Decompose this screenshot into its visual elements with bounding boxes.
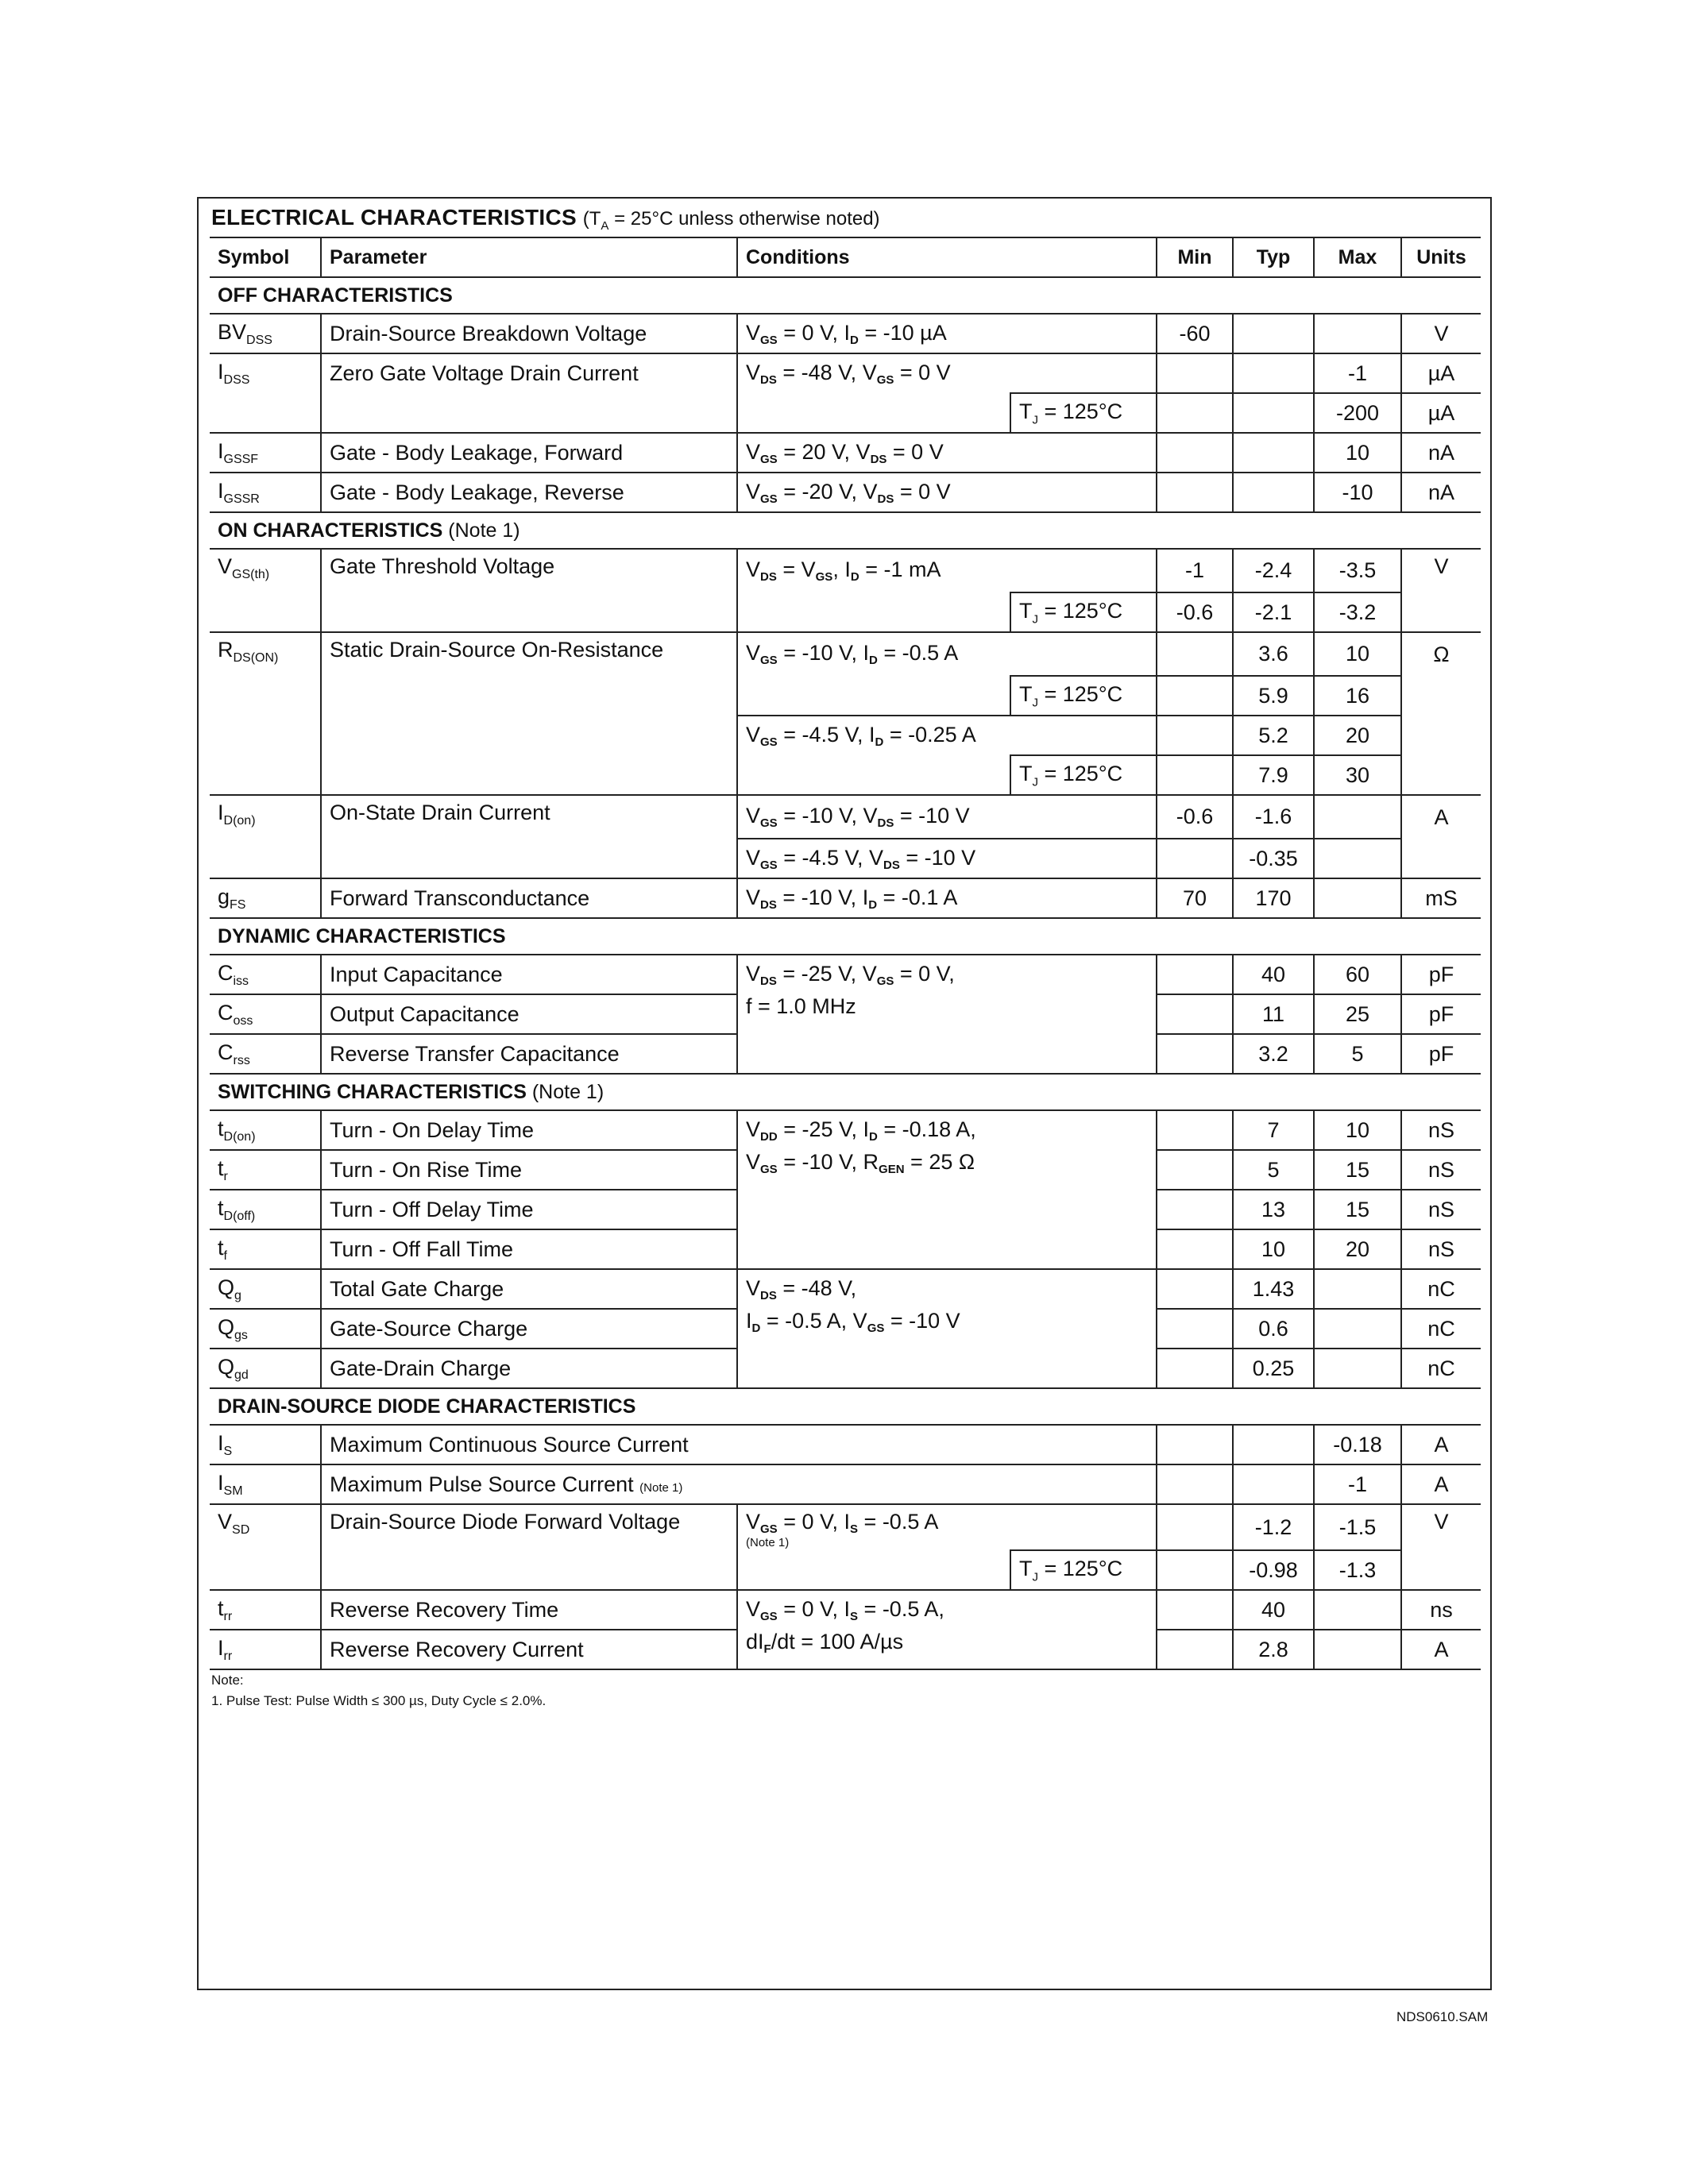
- max-cell: [1314, 1630, 1401, 1669]
- unit-cell: mS: [1401, 878, 1481, 918]
- min-cell: [1157, 1229, 1233, 1269]
- unit-cell: [1401, 676, 1481, 716]
- max-cell: [1314, 1309, 1401, 1349]
- tj-condition: $T_J = 125^\circ C$: [1010, 393, 1157, 433]
- typ-cell: [1233, 473, 1314, 512]
- max-cell: [1314, 795, 1401, 839]
- typ-cell: [1233, 353, 1314, 393]
- max-cell: -0.18: [1314, 1425, 1401, 1464]
- section-switching: [210, 1074, 1481, 1110]
- unit-cell: A: [1401, 1425, 1481, 1464]
- parameter-cell: Maximum Continuous Source Current: [321, 1425, 1157, 1464]
- typ-cell: 5.9: [1233, 676, 1314, 716]
- min-cell: [1157, 473, 1233, 512]
- min-cell: [1157, 632, 1233, 676]
- parameter-cell: Zero Gate Voltage Drain Current: [321, 353, 737, 393]
- symbol-cell: $I_{GSSF}$: [210, 433, 321, 473]
- header-units: Units: [1401, 237, 1481, 277]
- typ-cell: 1.43: [1233, 1269, 1314, 1309]
- header-typ: Typ: [1233, 237, 1314, 277]
- min-cell: [1157, 1150, 1233, 1190]
- condition-cell: $V_{GS} = 0$ V, $I_S = -0.5$ A (Note 1): [737, 1504, 1157, 1550]
- document-code: NDS0610.SAM: [1396, 2009, 1489, 2024]
- condition-cell: [737, 1229, 1157, 1269]
- condition-cell: $V_{DS} = -10$ V, $I_D = -0.1$ A: [737, 878, 1157, 918]
- condition-cell: $dI_F/dt = 100$ A/µs: [737, 1630, 1157, 1669]
- section-title: DRAIN-SOURCE DIODE CHARACTERISTICS: [210, 1388, 1481, 1425]
- unit-cell: V: [1401, 314, 1481, 353]
- unit-cell: [1401, 755, 1481, 795]
- min-cell: 70: [1157, 878, 1233, 918]
- condition-cell: $V_{GS} = -4.5$ V, $V_{DS} = -10$ V: [737, 839, 1157, 878]
- symbol-cell: $R_{DS(ON)}$: [210, 632, 321, 676]
- table-row: [210, 314, 1481, 353]
- parameter-cell: Drain-Source Breakdown Voltage: [321, 314, 737, 353]
- max-cell: 20: [1314, 716, 1401, 755]
- typ-cell: 10: [1233, 1229, 1314, 1269]
- min-cell: [1157, 676, 1233, 716]
- condition-cell: [737, 592, 1010, 632]
- typ-cell: 3.2: [1233, 1034, 1314, 1074]
- symbol-cell: $I_{rr}$: [210, 1630, 321, 1669]
- max-cell: -10: [1314, 473, 1401, 512]
- unit-cell: nS: [1401, 1190, 1481, 1229]
- parameter-cell: Reverse Recovery Time: [321, 1590, 737, 1630]
- min-cell: [1157, 393, 1233, 433]
- table-row: [210, 878, 1481, 918]
- condition-cell: [737, 1034, 1157, 1074]
- symbol-cell: $t_{rr}$: [210, 1590, 321, 1630]
- max-cell: [1314, 839, 1401, 878]
- typ-cell: 7.9: [1233, 755, 1314, 795]
- section-dynamic: [210, 918, 1481, 955]
- condition-cell: $V_{DS} = -48$ V,: [737, 1269, 1157, 1309]
- unit-cell: A: [1401, 1464, 1481, 1504]
- condition-cell: $V_{DS} = -48$ V, $V_{GS} = 0$ V: [737, 353, 1157, 393]
- min-cell: [1157, 1464, 1233, 1504]
- unit-cell: pF: [1401, 1034, 1481, 1074]
- min-cell: [1157, 1034, 1233, 1074]
- parameter-cell: [321, 755, 737, 795]
- max-cell: [1314, 878, 1401, 918]
- parameter-cell: Gate-Source Charge: [321, 1309, 737, 1349]
- unit-cell: V: [1401, 1504, 1481, 1550]
- symbol-cell: $Q_{gd}$: [210, 1349, 321, 1388]
- symbol-cell: $t_r$: [210, 1150, 321, 1190]
- max-cell: -1: [1314, 1464, 1401, 1504]
- min-cell: [1157, 755, 1233, 795]
- symbol-cell: $I_{DSS}$: [210, 353, 321, 393]
- unit-cell: µA: [1401, 353, 1481, 393]
- typ-cell: -0.35: [1233, 839, 1314, 878]
- max-cell: -3.2: [1314, 592, 1401, 632]
- tj-condition: $T_J = 125^\circ C$: [1010, 592, 1157, 632]
- parameter-cell: Gate - Body Leakage, Reverse: [321, 473, 737, 512]
- typ-cell: 11: [1233, 994, 1314, 1034]
- condition-cell: $V_{GS} = 0$ V, $I_S = -0.5$ A,: [737, 1590, 1157, 1630]
- min-cell: [1157, 1550, 1233, 1590]
- max-cell: 10: [1314, 632, 1401, 676]
- min-cell: -0.6: [1157, 592, 1233, 632]
- unit-cell: nC: [1401, 1309, 1481, 1349]
- table-row: [210, 795, 1481, 839]
- unit-cell: [1401, 839, 1481, 878]
- unit-cell: nC: [1401, 1269, 1481, 1309]
- tj-condition: $T_J = 125^\circ C$: [1010, 1550, 1157, 1590]
- symbol-cell: [210, 592, 321, 632]
- unit-cell: ns: [1401, 1590, 1481, 1630]
- table-row: [210, 1229, 1481, 1269]
- min-cell: [1157, 1110, 1233, 1150]
- unit-cell: [1401, 716, 1481, 755]
- symbol-cell: [210, 393, 321, 433]
- condition-cell: $V_{GS} = 0$ V, $I_D = -10$ µA: [737, 314, 1157, 353]
- parameter-cell: Turn - On Rise Time: [321, 1150, 737, 1190]
- max-cell: -1.3: [1314, 1550, 1401, 1590]
- table-row: [210, 473, 1481, 512]
- symbol-cell: $C_{iss}$: [210, 955, 321, 994]
- table-row: [210, 1110, 1481, 1150]
- table-row: [210, 994, 1481, 1034]
- table-row: [210, 955, 1481, 994]
- typ-cell: 0.25: [1233, 1349, 1314, 1388]
- condition-cell: $V_{DS} = -25$ V, $V_{GS} = 0$ V,: [737, 955, 1157, 994]
- header-conditions: Conditions: [737, 237, 1157, 277]
- parameter-cell: Turn - Off Fall Time: [321, 1229, 737, 1269]
- typ-cell: 2.8: [1233, 1630, 1314, 1669]
- symbol-cell: [210, 676, 321, 716]
- min-cell: [1157, 1504, 1233, 1550]
- condition-cell: [737, 393, 1010, 433]
- condition-cell: $V_{GS} = -20$ V, $V_{DS} = 0$ V: [737, 473, 1157, 512]
- symbol-cell: $I_{GSSR}$: [210, 473, 321, 512]
- section-off: [210, 277, 1481, 314]
- table-row: [210, 1190, 1481, 1229]
- table-row: [210, 676, 1481, 716]
- min-cell: [1157, 1190, 1233, 1229]
- section-title: OFF CHARACTERISTICS: [210, 277, 1481, 314]
- unit-cell: nC: [1401, 1349, 1481, 1388]
- table-row: [210, 1349, 1481, 1388]
- condition-cell: [737, 1190, 1157, 1229]
- parameter-cell: Output Capacitance: [321, 994, 737, 1034]
- unit-cell: µA: [1401, 393, 1481, 433]
- min-cell: [1157, 1269, 1233, 1309]
- min-cell: -60: [1157, 314, 1233, 353]
- electrical-characteristics-table: [210, 237, 1481, 1670]
- section-title: DYNAMIC CHARACTERISTICS: [210, 918, 1481, 955]
- parameter-cell: [321, 676, 737, 716]
- min-cell: [1157, 1349, 1233, 1388]
- symbol-cell: [210, 755, 321, 795]
- min-cell: [1157, 716, 1233, 755]
- table-row: [210, 393, 1481, 433]
- typ-cell: -2.1: [1233, 592, 1314, 632]
- unit-cell: pF: [1401, 994, 1481, 1034]
- notes-label: Note:: [211, 1673, 244, 1688]
- parameter-cell: Reverse Transfer Capacitance: [321, 1034, 737, 1074]
- condition-cell: $V_{GS} = -4.5$ V, $I_D = -0.25$ A: [737, 716, 1157, 755]
- unit-cell: [1401, 592, 1481, 632]
- symbol-cell: $C_{rss}$: [210, 1034, 321, 1074]
- unit-cell: A: [1401, 1630, 1481, 1669]
- typ-cell: 40: [1233, 1590, 1314, 1630]
- max-cell: 10: [1314, 433, 1401, 473]
- tj-condition: $T_J = 125^\circ C$: [1010, 755, 1157, 795]
- typ-cell: 170: [1233, 878, 1314, 918]
- header-row: [210, 237, 1481, 277]
- parameter-cell: Input Capacitance: [321, 955, 737, 994]
- max-cell: 20: [1314, 1229, 1401, 1269]
- condition-cell: f = 1.0 MHz: [737, 994, 1157, 1034]
- parameter-cell: Total Gate Charge: [321, 1269, 737, 1309]
- symbol-cell: [210, 716, 321, 755]
- table-row: [210, 1504, 1481, 1550]
- table-row: [210, 755, 1481, 795]
- parameter-cell: [321, 393, 737, 433]
- symbol-cell: $t_f$: [210, 1229, 321, 1269]
- table-row: [210, 1630, 1481, 1669]
- typ-cell: [1233, 393, 1314, 433]
- typ-cell: -2.4: [1233, 549, 1314, 592]
- unit-cell: Ω: [1401, 632, 1481, 676]
- table-row: [210, 1150, 1481, 1190]
- parameter-cell: [321, 592, 737, 632]
- parameter-cell: Turn - On Delay Time: [321, 1110, 737, 1150]
- symbol-cell: $V_{SD}$: [210, 1504, 321, 1550]
- min-cell: [1157, 1425, 1233, 1464]
- typ-cell: 7: [1233, 1110, 1314, 1150]
- table-row: [210, 1309, 1481, 1349]
- tj-condition: $T_J = 125^\circ C$: [1010, 676, 1157, 716]
- max-cell: -200: [1314, 393, 1401, 433]
- table-row: [210, 632, 1481, 676]
- min-cell: [1157, 1590, 1233, 1630]
- max-cell: [1314, 314, 1401, 353]
- condition-cell: $V_{DS} = V_{GS}$, $I_D = -1$ mA: [737, 549, 1157, 592]
- max-cell: 5: [1314, 1034, 1401, 1074]
- table-row: [210, 353, 1481, 393]
- max-cell: [1314, 1269, 1401, 1309]
- table-row: [210, 433, 1481, 473]
- note-1: 1. Pulse Test: Pulse Width ≤ 300 µs, Duty Cycle ≤ 2.0%.: [211, 1693, 547, 1708]
- unit-cell: nA: [1401, 473, 1481, 512]
- symbol-cell: [210, 839, 321, 878]
- max-cell: 30: [1314, 755, 1401, 795]
- unit-cell: nS: [1401, 1150, 1481, 1190]
- table-row: [210, 549, 1481, 592]
- min-cell: [1157, 433, 1233, 473]
- typ-cell: [1233, 433, 1314, 473]
- table-row: [210, 1425, 1481, 1464]
- typ-cell: -0.98: [1233, 1550, 1314, 1590]
- max-cell: -1: [1314, 353, 1401, 393]
- parameter-cell: Reverse Recovery Current: [321, 1630, 737, 1669]
- symbol-cell: $V_{GS(th)}$: [210, 549, 321, 592]
- parameter-cell: [321, 716, 737, 755]
- parameter-cell: [321, 839, 737, 878]
- typ-cell: [1233, 314, 1314, 353]
- min-cell: [1157, 1309, 1233, 1349]
- max-cell: 15: [1314, 1150, 1401, 1190]
- symbol-cell: $Q_{gs}$: [210, 1309, 321, 1349]
- unit-cell: V: [1401, 549, 1481, 592]
- parameter-cell: [321, 1550, 737, 1590]
- condition-cell: $V_{GS} = -10$ V, $I_D = -0.5$ A: [737, 632, 1157, 676]
- table-row: [210, 592, 1481, 632]
- typ-cell: 13: [1233, 1190, 1314, 1229]
- max-cell: [1314, 1349, 1401, 1388]
- header-symbol: Symbol: [210, 237, 321, 277]
- typ-cell: -1.2: [1233, 1504, 1314, 1550]
- section-title: ON CHARACTERISTICS (Note 1): [210, 512, 1481, 549]
- parameter-cell: On-State Drain Current: [321, 795, 737, 839]
- unit-cell: A: [1401, 795, 1481, 839]
- symbol-cell: $I_S$: [210, 1425, 321, 1464]
- typ-cell: [1233, 1425, 1314, 1464]
- symbol-cell: $Q_g$: [210, 1269, 321, 1309]
- parameter-cell: Drain-Source Diode Forward Voltage: [321, 1504, 737, 1550]
- max-cell: -1.5: [1314, 1504, 1401, 1550]
- condition-cell: [737, 1550, 1010, 1590]
- max-cell: [1314, 1590, 1401, 1630]
- symbol-cell: $t_{D(on)}$: [210, 1110, 321, 1150]
- typ-cell: 40: [1233, 955, 1314, 994]
- symbol-cell: $t_{D(off)}$: [210, 1190, 321, 1229]
- parameter-cell: Maximum Pulse Source Current (Note 1): [321, 1464, 1157, 1504]
- table-row: [210, 1269, 1481, 1309]
- condition-cell: $I_D = -0.5$ A, $V_{GS} = -10$ V: [737, 1309, 1157, 1349]
- symbol-cell: $C_{oss}$: [210, 994, 321, 1034]
- parameter-cell: Gate - Body Leakage, Forward: [321, 433, 737, 473]
- unit-cell: nS: [1401, 1110, 1481, 1150]
- condition-cell: [737, 676, 1010, 716]
- table-row: [210, 1034, 1481, 1074]
- parameter-cell: Gate-Drain Charge: [321, 1349, 737, 1388]
- max-cell: 15: [1314, 1190, 1401, 1229]
- typ-cell: 5.2: [1233, 716, 1314, 755]
- table-row: [210, 716, 1481, 755]
- min-cell: [1157, 839, 1233, 878]
- typ-cell: -1.6: [1233, 795, 1314, 839]
- typ-cell: [1233, 1464, 1314, 1504]
- title-main: ELECTRICAL CHARACTERISTICS: [211, 205, 577, 230]
- symbol-cell: $I_{D(on)}$: [210, 795, 321, 839]
- condition-cell: $V_{GS} = -10$ V, $V_{DS} = -10$ V: [737, 795, 1157, 839]
- condition-cell: $V_{GS} = -10$ V, $R_{GEN} = 25$ Ω: [737, 1150, 1157, 1190]
- unit-cell: [1401, 1550, 1481, 1590]
- max-cell: 60: [1314, 955, 1401, 994]
- condition-cell: $V_{GS} = 20$ V, $V_{DS} = 0$ V: [737, 433, 1157, 473]
- max-cell: 25: [1314, 994, 1401, 1034]
- min-cell: [1157, 955, 1233, 994]
- notes: [211, 1670, 546, 1711]
- symbol-cell: $I_{SM}$: [210, 1464, 321, 1504]
- min-cell: -0.6: [1157, 795, 1233, 839]
- section-title: SWITCHING CHARACTERISTICS (Note 1): [210, 1074, 1481, 1110]
- symbol-cell: $BV_{DSS}$: [210, 314, 321, 353]
- parameter-cell: Gate Threshold Voltage: [321, 549, 737, 592]
- max-cell: 16: [1314, 676, 1401, 716]
- parameter-cell: Forward Transconductance: [321, 878, 737, 918]
- condition-cell: [737, 755, 1010, 795]
- symbol-cell: [210, 1550, 321, 1590]
- header-max: Max: [1314, 237, 1401, 277]
- condition-cell: $V_{DD} = -25$ V, $I_D = -0.18$ A,: [737, 1110, 1157, 1150]
- min-cell: [1157, 353, 1233, 393]
- max-cell: 10: [1314, 1110, 1401, 1150]
- unit-cell: nS: [1401, 1229, 1481, 1269]
- header-min: Min: [1157, 237, 1233, 277]
- typ-cell: 5: [1233, 1150, 1314, 1190]
- table-row: [210, 1464, 1481, 1504]
- min-cell: [1157, 994, 1233, 1034]
- table-row: [210, 1590, 1481, 1630]
- table-row: [210, 1550, 1481, 1590]
- condition-cell: [737, 1349, 1157, 1388]
- min-cell: -1: [1157, 549, 1233, 592]
- unit-cell: pF: [1401, 955, 1481, 994]
- unit-cell: nA: [1401, 433, 1481, 473]
- typ-cell: 0.6: [1233, 1309, 1314, 1349]
- min-cell: [1157, 1630, 1233, 1669]
- parameter-cell: Static Drain-Source On-Resistance: [321, 632, 737, 676]
- typ-cell: 3.6: [1233, 632, 1314, 676]
- section-on: [210, 512, 1481, 549]
- max-cell: -3.5: [1314, 549, 1401, 592]
- table-row: [210, 839, 1481, 878]
- header-parameter: Parameter: [321, 237, 737, 277]
- table-title: [211, 205, 880, 233]
- parameter-cell: Turn - Off Delay Time: [321, 1190, 737, 1229]
- section-diode: [210, 1388, 1481, 1425]
- title-condition: ($T_A = 25^\circ C$ unless otherwise noted): [582, 208, 880, 233]
- symbol-cell: $g_{FS}$: [210, 878, 321, 918]
